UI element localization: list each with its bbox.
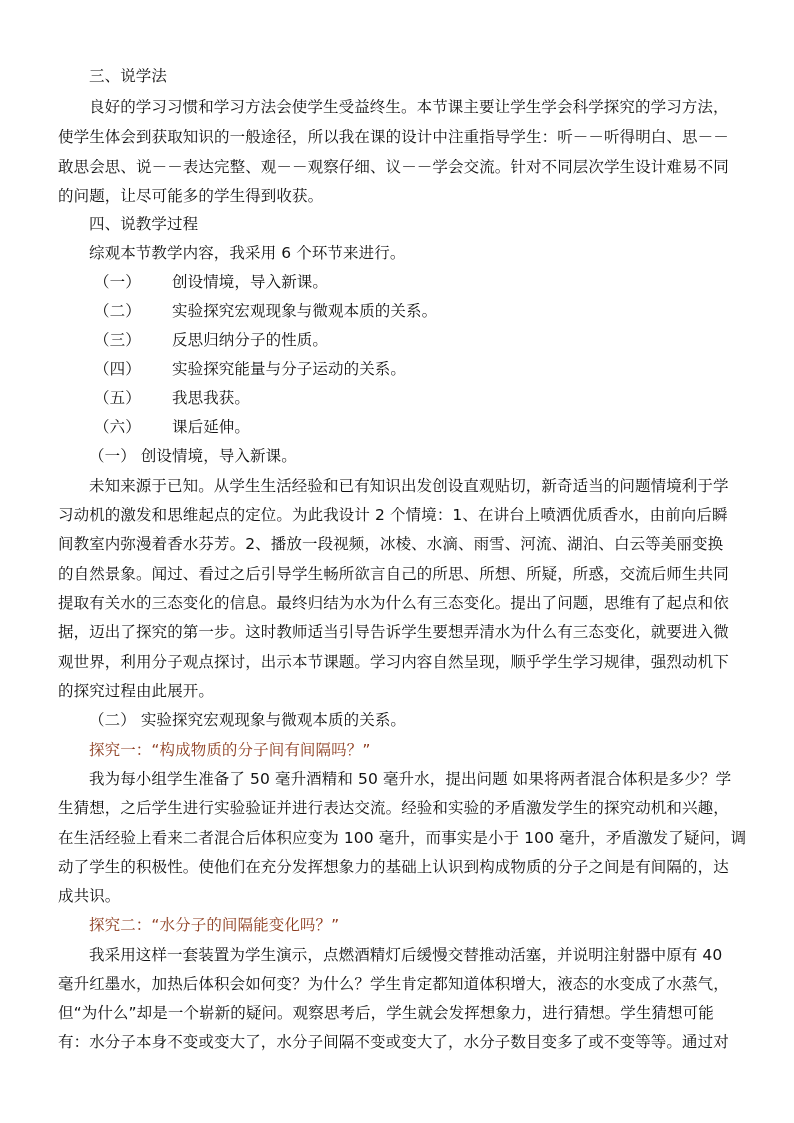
step-number: （五） [94,389,141,407]
step-text: 实验探究能量与分子运动的关系。 [172,360,407,378]
paragraph-line: 生猜想，之后学生进行实验验证并进行表达交流。经验和实验的矛盾激发学生的探究动机和兴趣， [58,799,729,817]
paragraph-line: 我采用这样一套装置为学生演示，点燃酒精灯后缓慢交替推动活塞，并说明注射器中原有 40 [89,946,723,964]
paragraph-line: 毫升红墨水，加热后体积会如何变？为什么？学生肯定都知道体积增大，液态的水变成了水蒸气， [58,975,729,993]
section-heading-study-method: 三、说学法 [89,67,168,85]
paragraph-line: 使学生体会到获取知识的一般途径，所以我在课的设计中注重指导学生：听－－听得明白、思－－ [58,128,729,146]
section-heading-teaching-process: 四、说教学过程 [89,215,199,233]
explore-heading: 探究一：“构成物质的分子间有间隔吗？” [89,741,371,759]
paragraph-line: 提取有关水的三态变化的信息。最终归结为水为什么有三态变化。提出了问题，思维有了起点和依 [58,594,729,612]
subsection-heading: （一） 创设情境，导入新课。 [89,447,297,465]
paragraph-line: 间教室内弥漫着香水芬芳。2、播放一段视频，冰棱、水滴、雨雪、河流、湖泊、白云等美丽变换 [58,535,724,553]
step-number: （二） [94,302,141,320]
step-list-item [94,359,784,379]
step-list-item [94,330,784,350]
paragraph-line: 动了学生的积极性。使他们在充分发挥想象力的基础上认识到构成物质的分子之间是有间隔的，达 [58,858,729,876]
paragraph-line: 有：水分子本身不变或变大了，水分子间隔不变或变大了，水分子数目变多了或不变等等。通过对 [58,1033,729,1051]
paragraph-line: 综观本节教学内容，我采用 6 个环节来进行。 [89,244,406,262]
step-list-item [94,301,784,321]
step-text: 实验探究宏观现象与微观本质的关系。 [172,302,438,320]
paragraph-line: 的探究过程由此展开。 [58,682,215,700]
subsection-heading: （二） 实验探究宏观现象与微观本质的关系。 [89,711,407,729]
paragraph-line: 习动机的激发和思维起点的定位。为此我设计 2 个情境：1、在讲台上喷洒优质香水，由前向后瞬 [58,506,728,524]
paragraph-line: 良好的学习习惯和学习方法会使学生受益终生。本节课主要让学生学会科学探究的学习方法， [89,98,729,116]
step-number: （三） [94,331,141,349]
step-number: （一） [94,273,141,291]
paragraph-line: 在生活经验上看来二者混合后体积应变为 100 毫升，而事实是小于 100 毫升，矛盾激发了疑问，调 [58,829,747,847]
explore-heading: 探究二：“水分子的间隔能变化吗？” [89,916,340,934]
step-list-item [94,388,784,408]
step-list-item [94,272,784,292]
paragraph-line: 的问题，让尽可能多的学生得到收获。 [58,187,324,205]
step-text: 课后延伸。 [172,418,251,436]
step-text: 反思归纳分子的性质。 [172,331,329,349]
paragraph-line: 观世界，利用分子观点探讨，出示本节课题。学习内容自然呈现，顺乎学生学习规律，强烈动机下 [58,653,729,671]
paragraph-line: 未知来源于已知。从学生生活经验和已有知识出发创设直观贴切，新奇适当的问题情境利于学 [89,477,729,495]
step-number: （六） [94,418,141,436]
paragraph-line: 敢思会思、说－－表达完整、观－－观察仔细、议－－学会交流。针对不同层次学生设计难易不同 [58,158,729,176]
paragraph-line: 我为每小组学生准备了 50 毫升酒精和 50 毫升水，提出问题 如果将两者混合体积是多少？学 [89,770,732,788]
step-text: 创设情境，导入新课。 [172,273,329,291]
paragraph-line: 但“为什么”却是一个崭新的疑问。观察思考后，学生就会发挥想象力，进行猜想。学生猜想可能 [58,1004,714,1022]
paragraph-line: 成共识。 [58,887,121,905]
step-number: （四） [94,360,141,378]
step-list-item [94,417,784,437]
step-text: 我思我获。 [172,389,251,407]
paragraph-line: 据，迈出了探究的第一步。这时教师适当引导告诉学生要想弄清水为什么有三态变化，就要进入微 [58,623,729,641]
paragraph-line: 的自然景象。闻过、看过之后引导学生畅所欲言自己的所思、所想、所疑，所惑，交流后师生共同 [58,565,729,583]
